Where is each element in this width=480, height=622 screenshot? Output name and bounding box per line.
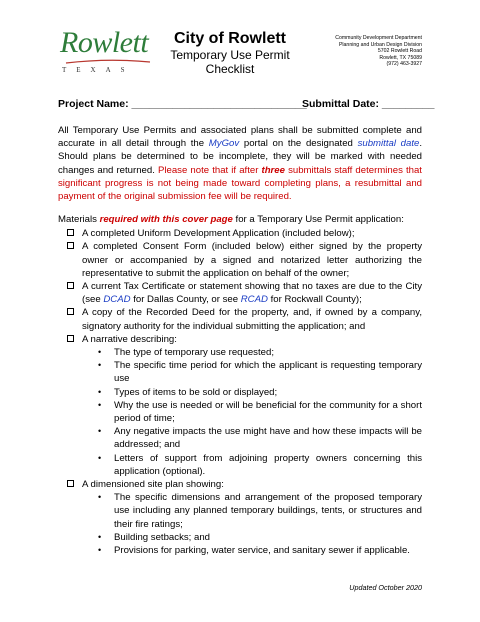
rcad-link[interactable]: RCAD — [240, 294, 268, 306]
bullet-icon: • — [98, 426, 102, 437]
checklist-item: A current Tax Certificate or statement showing that no taxes are due to the City (see DCAD for Dallas County, or see RCAD for Rockwall County); — [58, 280, 422, 306]
intro-text: All Temporary Use Permits and associated plans shall be submitted complete and accurate in all detail through the — [58, 125, 422, 150]
list-item: • Letters of support from adjoining property owners concerning this application (optional). — [98, 452, 422, 477]
page-subtitle-1: Temporary Use Permit — [170, 48, 290, 62]
warning-text: submittals staff determines that significant progress is not being made toward completing plans, a resubmittal and payment of the original submission fee will be required. — [58, 164, 422, 203]
department-address — [335, 35, 422, 68]
submittal-date-link[interactable]: submittal date — [357, 138, 420, 150]
intro-text: . Should plans be determined to be incomplete, they will be marked with needed changes and returned. — [58, 138, 422, 176]
dept-line: Rowlett, TX 75089 — [379, 54, 422, 61]
checkbox[interactable] — [67, 308, 74, 315]
dept-line: Community Development Department — [335, 35, 422, 41]
page-title: City of Rowlett — [174, 30, 286, 47]
logo-state: TEXAS — [62, 66, 135, 74]
checkbox[interactable] — [67, 335, 74, 342]
list-item: • The specific time period for which the applicant is requesting temporary use — [98, 360, 422, 385]
checklist-item: A narrative describing: — [58, 333, 422, 346]
list-item: • The type of temporary use requested; — [98, 347, 274, 359]
list-item: • Provisions for parking, water service, and sanitary sewer if applicable. — [98, 545, 410, 557]
list-item: • Any negative impacts the use might have and how these impacts will be addressed; and — [98, 426, 422, 451]
dept-line: 5702 Rowlett Road — [377, 48, 422, 55]
city-logo — [60, 28, 152, 78]
list-item: • The specific dimensions and arrangement of the proposed temporary use including any planned temporary buildings, tents, or structures and their fire ratings; — [98, 492, 422, 530]
dcad-link[interactable]: DCAD — [103, 294, 131, 306]
checkbox[interactable] — [67, 242, 74, 249]
mygov-link[interactable]: MyGov — [208, 138, 240, 150]
bullet-icon: • — [98, 531, 102, 542]
submittal-date-field[interactable]: Submittal Date: _________ — [302, 98, 435, 110]
bullet-icon: • — [98, 347, 102, 358]
required-emphasis: required with this cover page — [99, 214, 233, 225]
page-subtitle-2: Checklist — [205, 62, 255, 76]
list-item: • Types of items to be sold or displayed; — [98, 386, 278, 398]
intro-paragraph — [58, 124, 422, 203]
logo-wordmark: Rowlett — [60, 26, 149, 59]
dept-line: Planning and Urban Design Division — [338, 41, 422, 48]
intro-text: portal on the designated — [239, 138, 358, 150]
bullet-icon: • — [98, 492, 102, 503]
checkbox[interactable] — [67, 480, 74, 487]
form-fields-row — [58, 98, 435, 110]
narrative-bullet-list — [58, 346, 422, 478]
list-item: • Why the use is needed or will be beneficial for the community for a short period of time; — [98, 399, 422, 425]
bullet-icon: • — [98, 386, 102, 397]
checklist-item: A copy of the Recorded Deed for the property, and, if owned by a company, signatory authority for the individual submitting the application; and — [58, 306, 422, 332]
bullet-icon: • — [98, 545, 102, 556]
checklist-item: A completed Consent Form (included below) either signed by the property owner or accompanied by a signed and notarized letter authorizing the representative to submit the application on behalf of the owner; — [58, 240, 422, 280]
checkbox[interactable] — [67, 282, 74, 289]
project-name-field[interactable]: Project Name: ______________________________ — [58, 98, 307, 110]
updated-date: Updated October 2020 — [349, 583, 422, 592]
materials-section — [58, 213, 422, 557]
checklist-item: A completed Uniform Development Application (included below); — [58, 227, 422, 240]
checkbox[interactable] — [67, 229, 74, 236]
site-plan-bullet-list — [58, 491, 422, 557]
warning-text: Please note that if after — [157, 164, 262, 176]
materials-heading: Materials required with this cover page for a Temporary Use Permit application: — [58, 214, 404, 225]
warning-emphasis: three — [261, 164, 285, 176]
checklist-item: A dimensioned site plan showing: — [58, 478, 422, 491]
list-item: • Building setbacks; and — [98, 531, 210, 543]
title-block — [160, 30, 300, 76]
bullet-icon: • — [98, 399, 102, 410]
bullet-icon: • — [98, 452, 102, 463]
bullet-icon: • — [98, 360, 102, 371]
logo-swoosh-icon — [64, 58, 152, 66]
dept-line: (972) 463-3927 — [386, 61, 422, 68]
